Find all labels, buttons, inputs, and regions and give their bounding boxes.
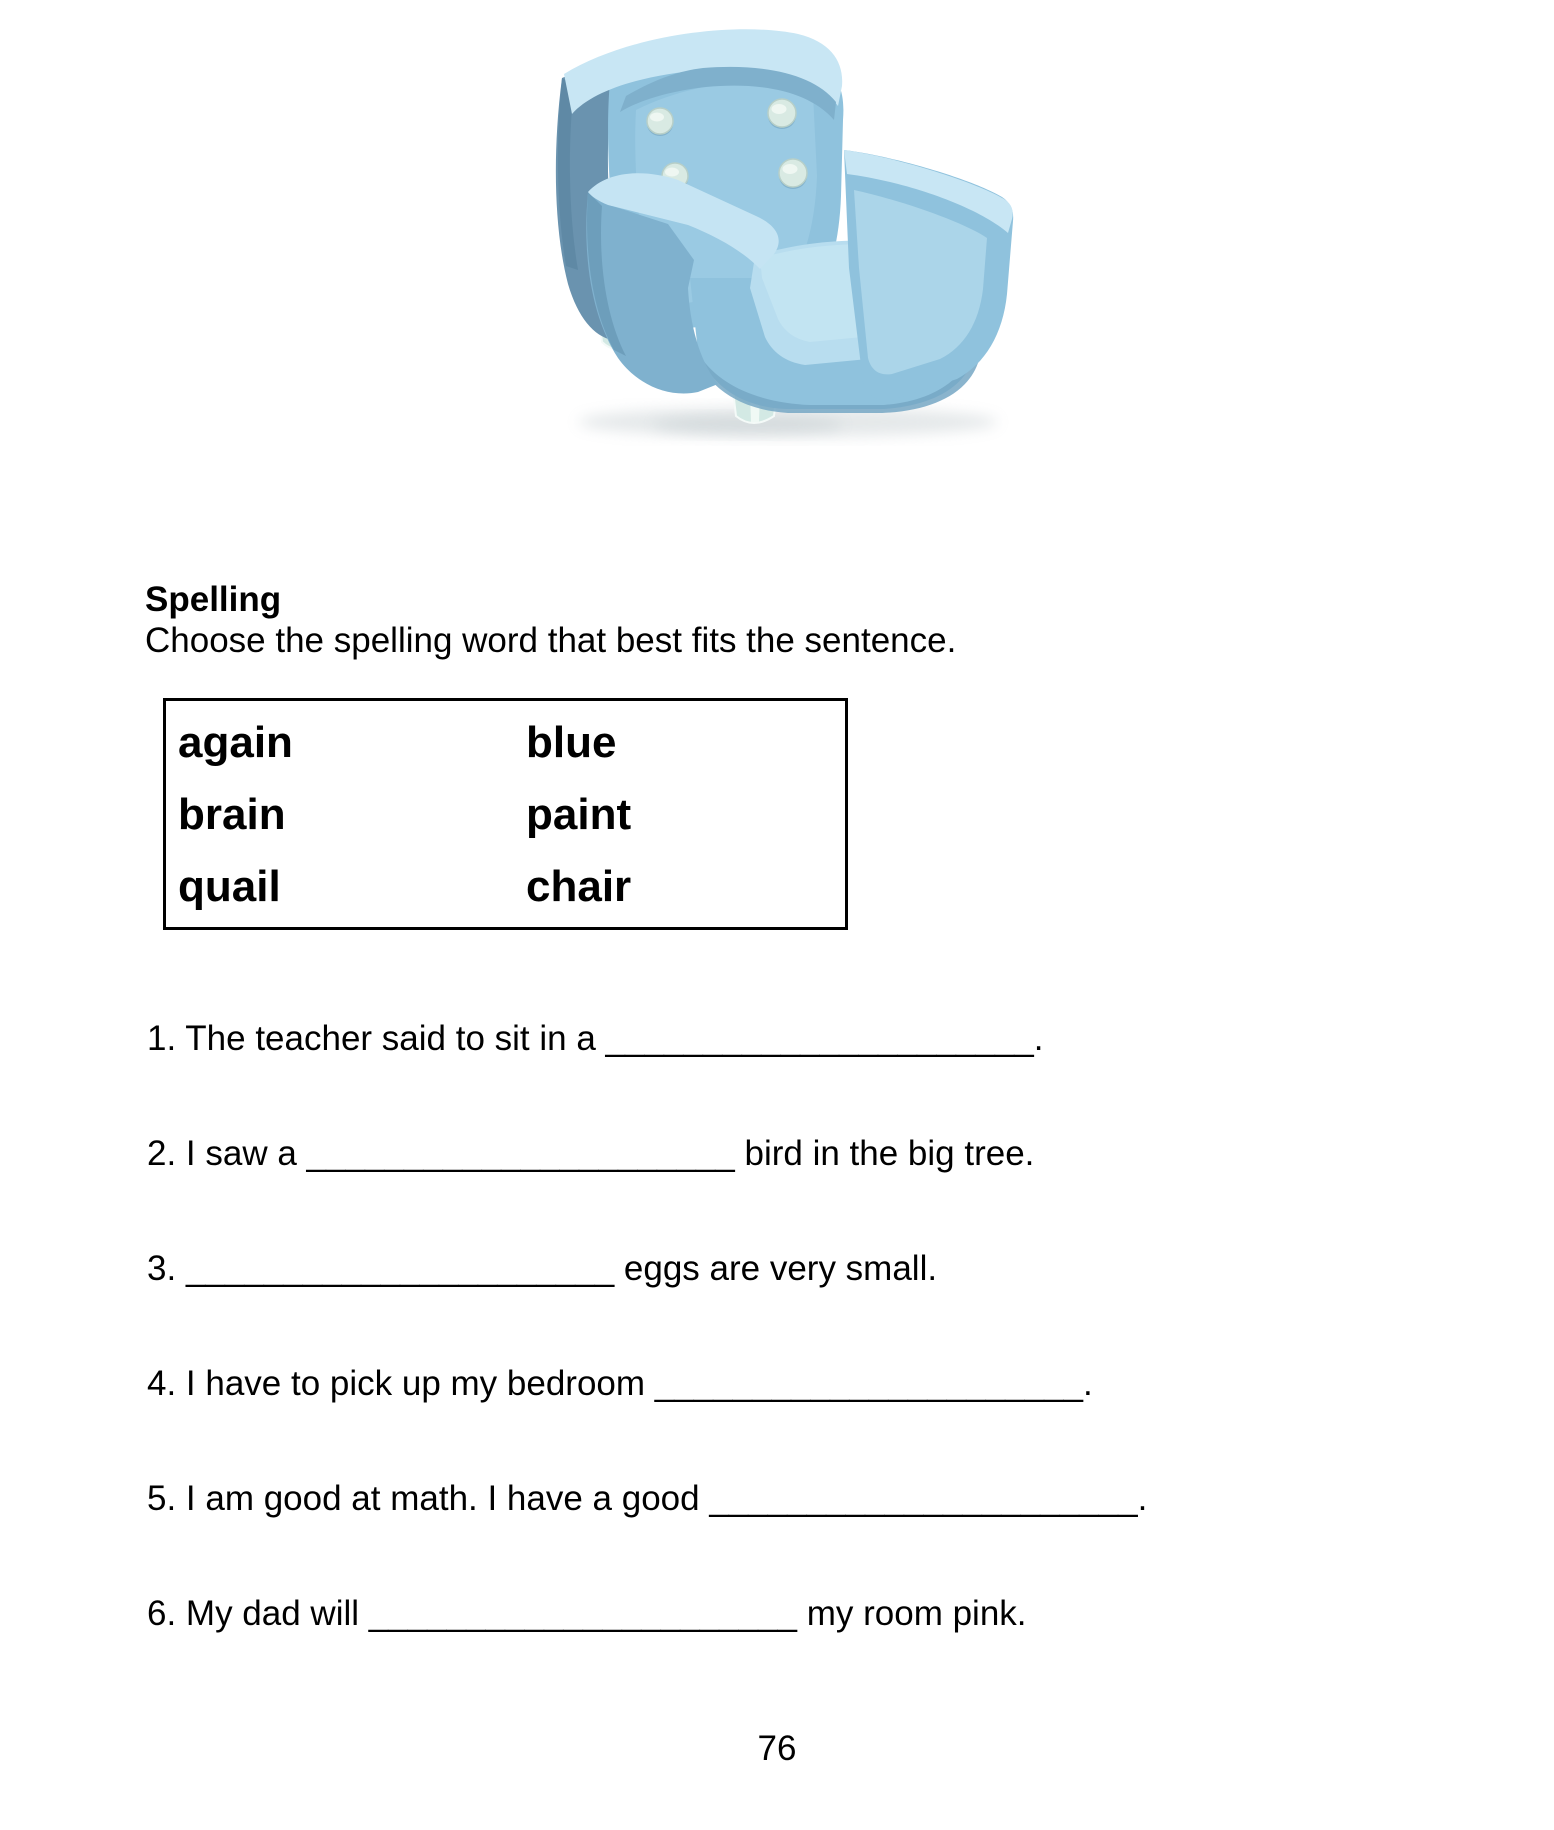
sentence-6 bbox=[147, 1596, 1027, 1631]
fill-in-blank: ______________________ bbox=[185, 1249, 615, 1288]
page-number: 76 bbox=[757, 1729, 797, 1768]
sentence-4 bbox=[147, 1366, 1093, 1401]
sentence-text-before: I am good at math. I have a good bbox=[176, 1479, 710, 1518]
word-bank-word: blue bbox=[526, 718, 617, 767]
sentence-number: 6. bbox=[147, 1594, 177, 1633]
word-bank-word: quail bbox=[178, 862, 281, 911]
sentence-number: 4. bbox=[147, 1364, 177, 1403]
section-title: Spelling bbox=[145, 580, 282, 619]
word-bank-word: brain bbox=[178, 790, 286, 839]
sentence-text-before: I saw a bbox=[176, 1134, 307, 1173]
word-bank-box bbox=[163, 698, 848, 930]
word-bank-row bbox=[178, 779, 845, 851]
word-bank-row bbox=[178, 707, 845, 779]
sentence-number: 5. bbox=[147, 1479, 177, 1518]
instructions-text: Choose the spelling word that best fits the sentence. bbox=[145, 621, 957, 660]
sentence-5 bbox=[147, 1481, 1147, 1516]
sentence-text-after: eggs are very small. bbox=[614, 1249, 938, 1288]
chair-right-armrest bbox=[844, 150, 1013, 400]
fill-in-blank: ______________________ bbox=[654, 1364, 1084, 1403]
word-bank-row bbox=[178, 851, 845, 923]
sentence-1 bbox=[147, 1021, 1044, 1056]
sentence-3 bbox=[147, 1251, 937, 1286]
sentence-text-after: . bbox=[1137, 1479, 1148, 1518]
armchair-illustration bbox=[548, 26, 1018, 446]
sentence-number: 3. bbox=[147, 1249, 177, 1288]
sentence-text-after: my room pink. bbox=[797, 1594, 1027, 1633]
fill-in-blank: ______________________ bbox=[709, 1479, 1138, 1518]
sentence-text-after: bird in the big tree. bbox=[734, 1134, 1035, 1173]
sentence-number: 1. bbox=[147, 1019, 177, 1058]
sentence-text-before: I have to pick up my bedroom bbox=[176, 1364, 655, 1403]
fill-in-blank: ______________________ bbox=[306, 1134, 735, 1173]
word-bank-word: again bbox=[178, 718, 293, 767]
sentence-2 bbox=[147, 1136, 1034, 1171]
sentence-text-before bbox=[176, 1249, 186, 1288]
word-bank-word: paint bbox=[526, 790, 632, 839]
sentence-number: 2. bbox=[147, 1134, 177, 1173]
fill-in-blank: ______________________ bbox=[368, 1594, 798, 1633]
word-bank-word: chair bbox=[526, 862, 632, 911]
sentence-text-after: . bbox=[1033, 1019, 1044, 1058]
sentence-text-before: The teacher said to sit in a bbox=[176, 1019, 606, 1058]
sentence-text-after: . bbox=[1083, 1364, 1093, 1403]
sentence-text-before: My dad will bbox=[176, 1594, 369, 1633]
fill-in-blank: ______________________ bbox=[605, 1019, 1034, 1058]
